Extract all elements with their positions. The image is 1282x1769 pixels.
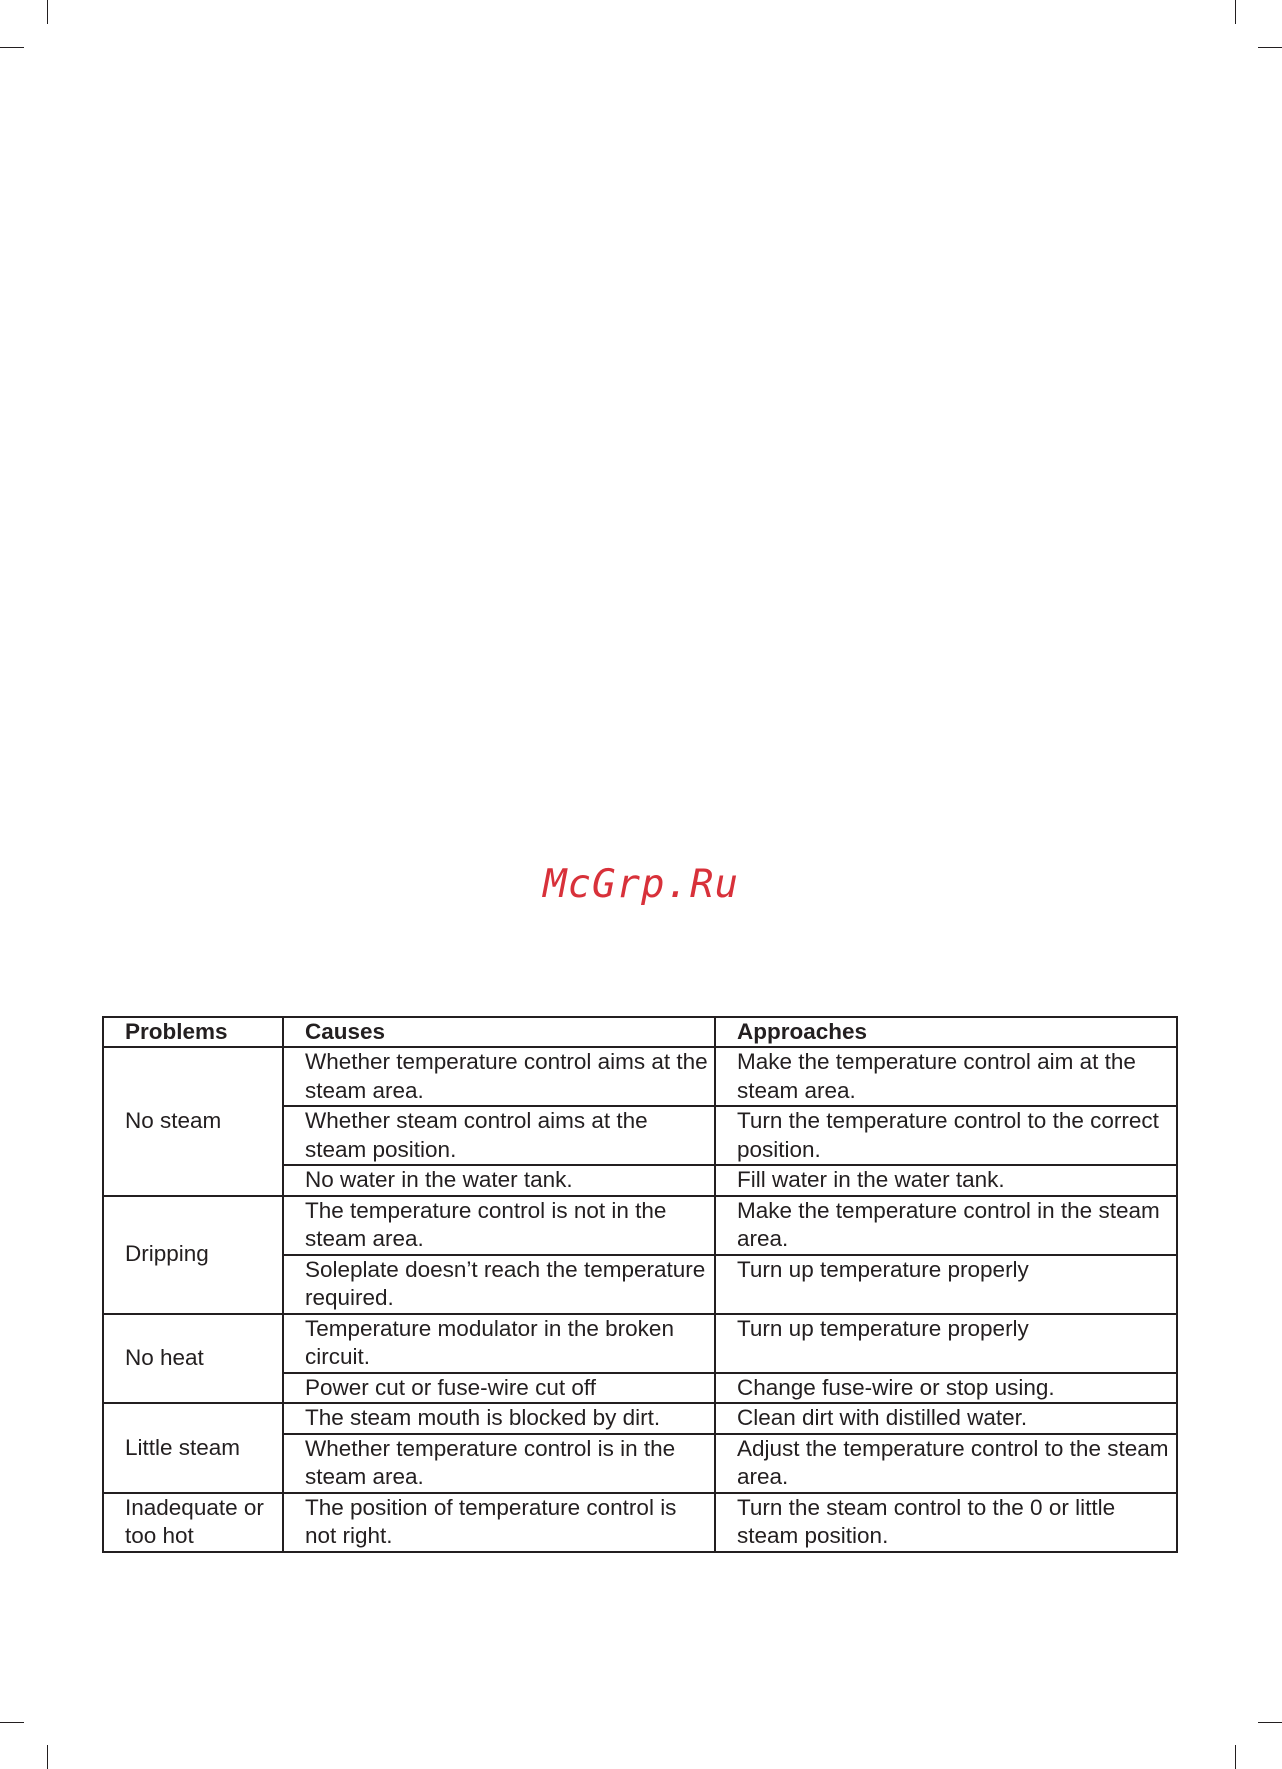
cause-cell: The temperature control is not in the steam area. (283, 1196, 715, 1255)
header-problems: Problems (103, 1017, 283, 1047)
troubleshooting-table (102, 1016, 1178, 1553)
crop-mark (1258, 1722, 1282, 1723)
table-header-row (103, 1017, 1177, 1047)
crop-mark (1235, 1745, 1236, 1769)
approach-cell: Turn up temperature properly (715, 1314, 1177, 1373)
crop-mark (47, 0, 48, 24)
cause-cell: Whether temperature control aims at the steam area. (283, 1047, 715, 1106)
cause-cell: Power cut or fuse-wire cut off (283, 1373, 715, 1404)
problem-cell: Dripping (103, 1196, 283, 1314)
table-row (103, 1403, 1177, 1434)
cause-cell: Soleplate doesn’t reach the temperature required. (283, 1255, 715, 1314)
crop-mark (0, 1722, 24, 1723)
crop-mark (1258, 47, 1282, 48)
table-row (103, 1493, 1177, 1552)
approach-cell: Fill water in the water tank. (715, 1165, 1177, 1196)
cause-cell: The position of temperature control is not right. (283, 1493, 715, 1552)
crop-mark (1235, 0, 1236, 24)
table-row (103, 1314, 1177, 1373)
approach-cell: Turn up temperature properly (715, 1255, 1177, 1314)
problem-cell: Inadequate or too hot (103, 1493, 283, 1552)
table-row (103, 1047, 1177, 1106)
approach-cell: Clean dirt with distilled water. (715, 1403, 1177, 1434)
problem-cell: Little steam (103, 1403, 283, 1493)
approach-cell: Turn the temperature control to the correct position. (715, 1106, 1177, 1165)
cause-cell: Whether steam control aims at the steam position. (283, 1106, 715, 1165)
header-approaches: Approaches (715, 1017, 1177, 1047)
crop-mark (0, 47, 24, 48)
watermark-logo: McGrp.Ru (543, 862, 739, 907)
approach-cell: Turn the steam control to the 0 or little steam position. (715, 1493, 1177, 1552)
cause-cell: The steam mouth is blocked by dirt. (283, 1403, 715, 1434)
problem-cell: No heat (103, 1314, 283, 1404)
approach-cell: Make the temperature control in the steam area. (715, 1196, 1177, 1255)
cause-cell: Temperature modulator in the broken circuit. (283, 1314, 715, 1373)
cause-cell: No water in the water tank. (283, 1165, 715, 1196)
header-causes: Causes (283, 1017, 715, 1047)
approach-cell: Make the temperature control aim at the steam area. (715, 1047, 1177, 1106)
approach-cell: Adjust the temperature control to the steam area. (715, 1434, 1177, 1493)
approach-cell: Change fuse-wire or stop using. (715, 1373, 1177, 1404)
crop-mark (47, 1745, 48, 1769)
cause-cell: Whether temperature control is in the steam area. (283, 1434, 715, 1493)
problem-cell: No steam (103, 1047, 283, 1196)
table-row (103, 1196, 1177, 1255)
